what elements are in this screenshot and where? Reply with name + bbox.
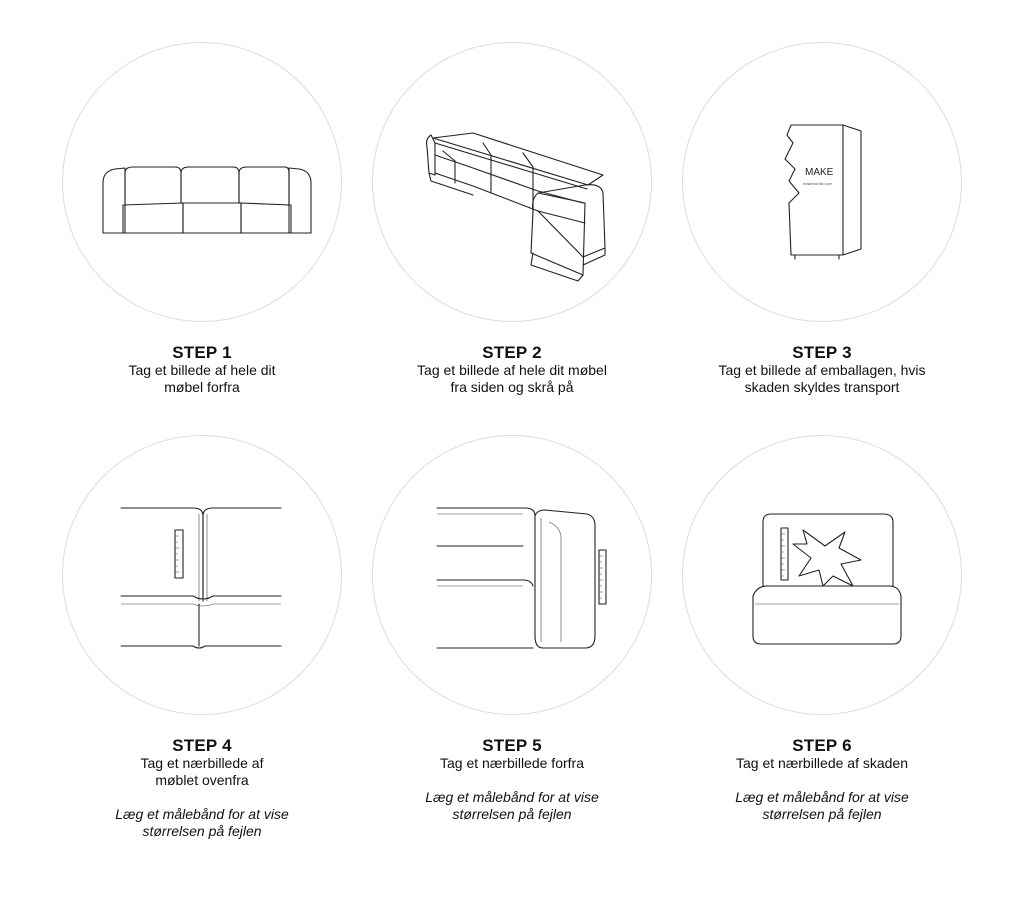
step-3-illustration	[682, 42, 962, 322]
step-note-line: størrelsen på fejlen	[142, 823, 262, 839]
step-note-line: størrelsen på fejlen	[762, 806, 882, 822]
step-description-line: Tag et nærbillede forfra	[440, 755, 584, 771]
step-description-line: Tag et nærbillede af	[140, 755, 264, 771]
step-5-caption	[362, 737, 662, 823]
damage-closeup-icon	[683, 436, 963, 716]
step-description-line: skaden skyldes transport	[744, 379, 900, 395]
step-title: STEP 3	[792, 343, 852, 362]
step-title: STEP 5	[482, 736, 542, 755]
step-description-line: møblet ovenfra	[155, 772, 249, 788]
step-4-illustration	[62, 435, 342, 715]
step-title: STEP 2	[482, 343, 542, 362]
step-description-line: møbel forfra	[164, 379, 240, 395]
step-5-illustration	[372, 435, 652, 715]
step-1-illustration	[62, 42, 342, 322]
step-note	[92, 806, 312, 840]
step-description-line: fra siden og skrå på	[450, 379, 574, 395]
step-description-line: Tag et nærbillede af skaden	[736, 755, 908, 771]
step-3-caption	[672, 344, 972, 396]
step-title: STEP 6	[792, 736, 852, 755]
step-note-line: størrelsen på fejlen	[452, 806, 572, 822]
box-brand-label: MAKE	[805, 167, 834, 178]
step-note-line: Læg et målebånd for at vise	[425, 789, 599, 805]
step-2-caption	[362, 344, 662, 396]
step-6-illustration	[682, 435, 962, 715]
step-6-caption	[672, 737, 972, 823]
step-description	[392, 362, 632, 396]
step-description-line: Tag et billede af emballagen, hvis	[718, 362, 926, 378]
step-4-caption	[52, 737, 352, 840]
step-note	[712, 789, 932, 823]
sofa-front-closeup-icon	[373, 436, 653, 716]
sofa-front-icon	[63, 43, 343, 323]
step-note-line: Læg et målebånd for at vise	[735, 789, 909, 805]
step-title: STEP 4	[172, 736, 232, 755]
box-url-label: makenordic.com	[803, 181, 833, 186]
step-note-line: Læg et målebånd for at vise	[115, 806, 289, 822]
step-description	[92, 362, 312, 396]
step-1-caption	[52, 344, 352, 396]
step-title: STEP 1	[172, 343, 232, 362]
step-description-line: Tag et billede af hele dit møbel	[417, 362, 607, 378]
step-description	[92, 755, 312, 789]
package-box-icon	[683, 43, 963, 323]
step-description-line: Tag et billede af hele dit	[128, 362, 276, 378]
sofa-top-closeup-icon	[63, 436, 343, 716]
step-description	[402, 755, 622, 772]
step-2-illustration	[372, 42, 652, 322]
sofa-angled-icon	[373, 43, 653, 323]
step-description	[692, 362, 952, 396]
step-note	[402, 789, 622, 823]
step-description	[712, 755, 932, 772]
